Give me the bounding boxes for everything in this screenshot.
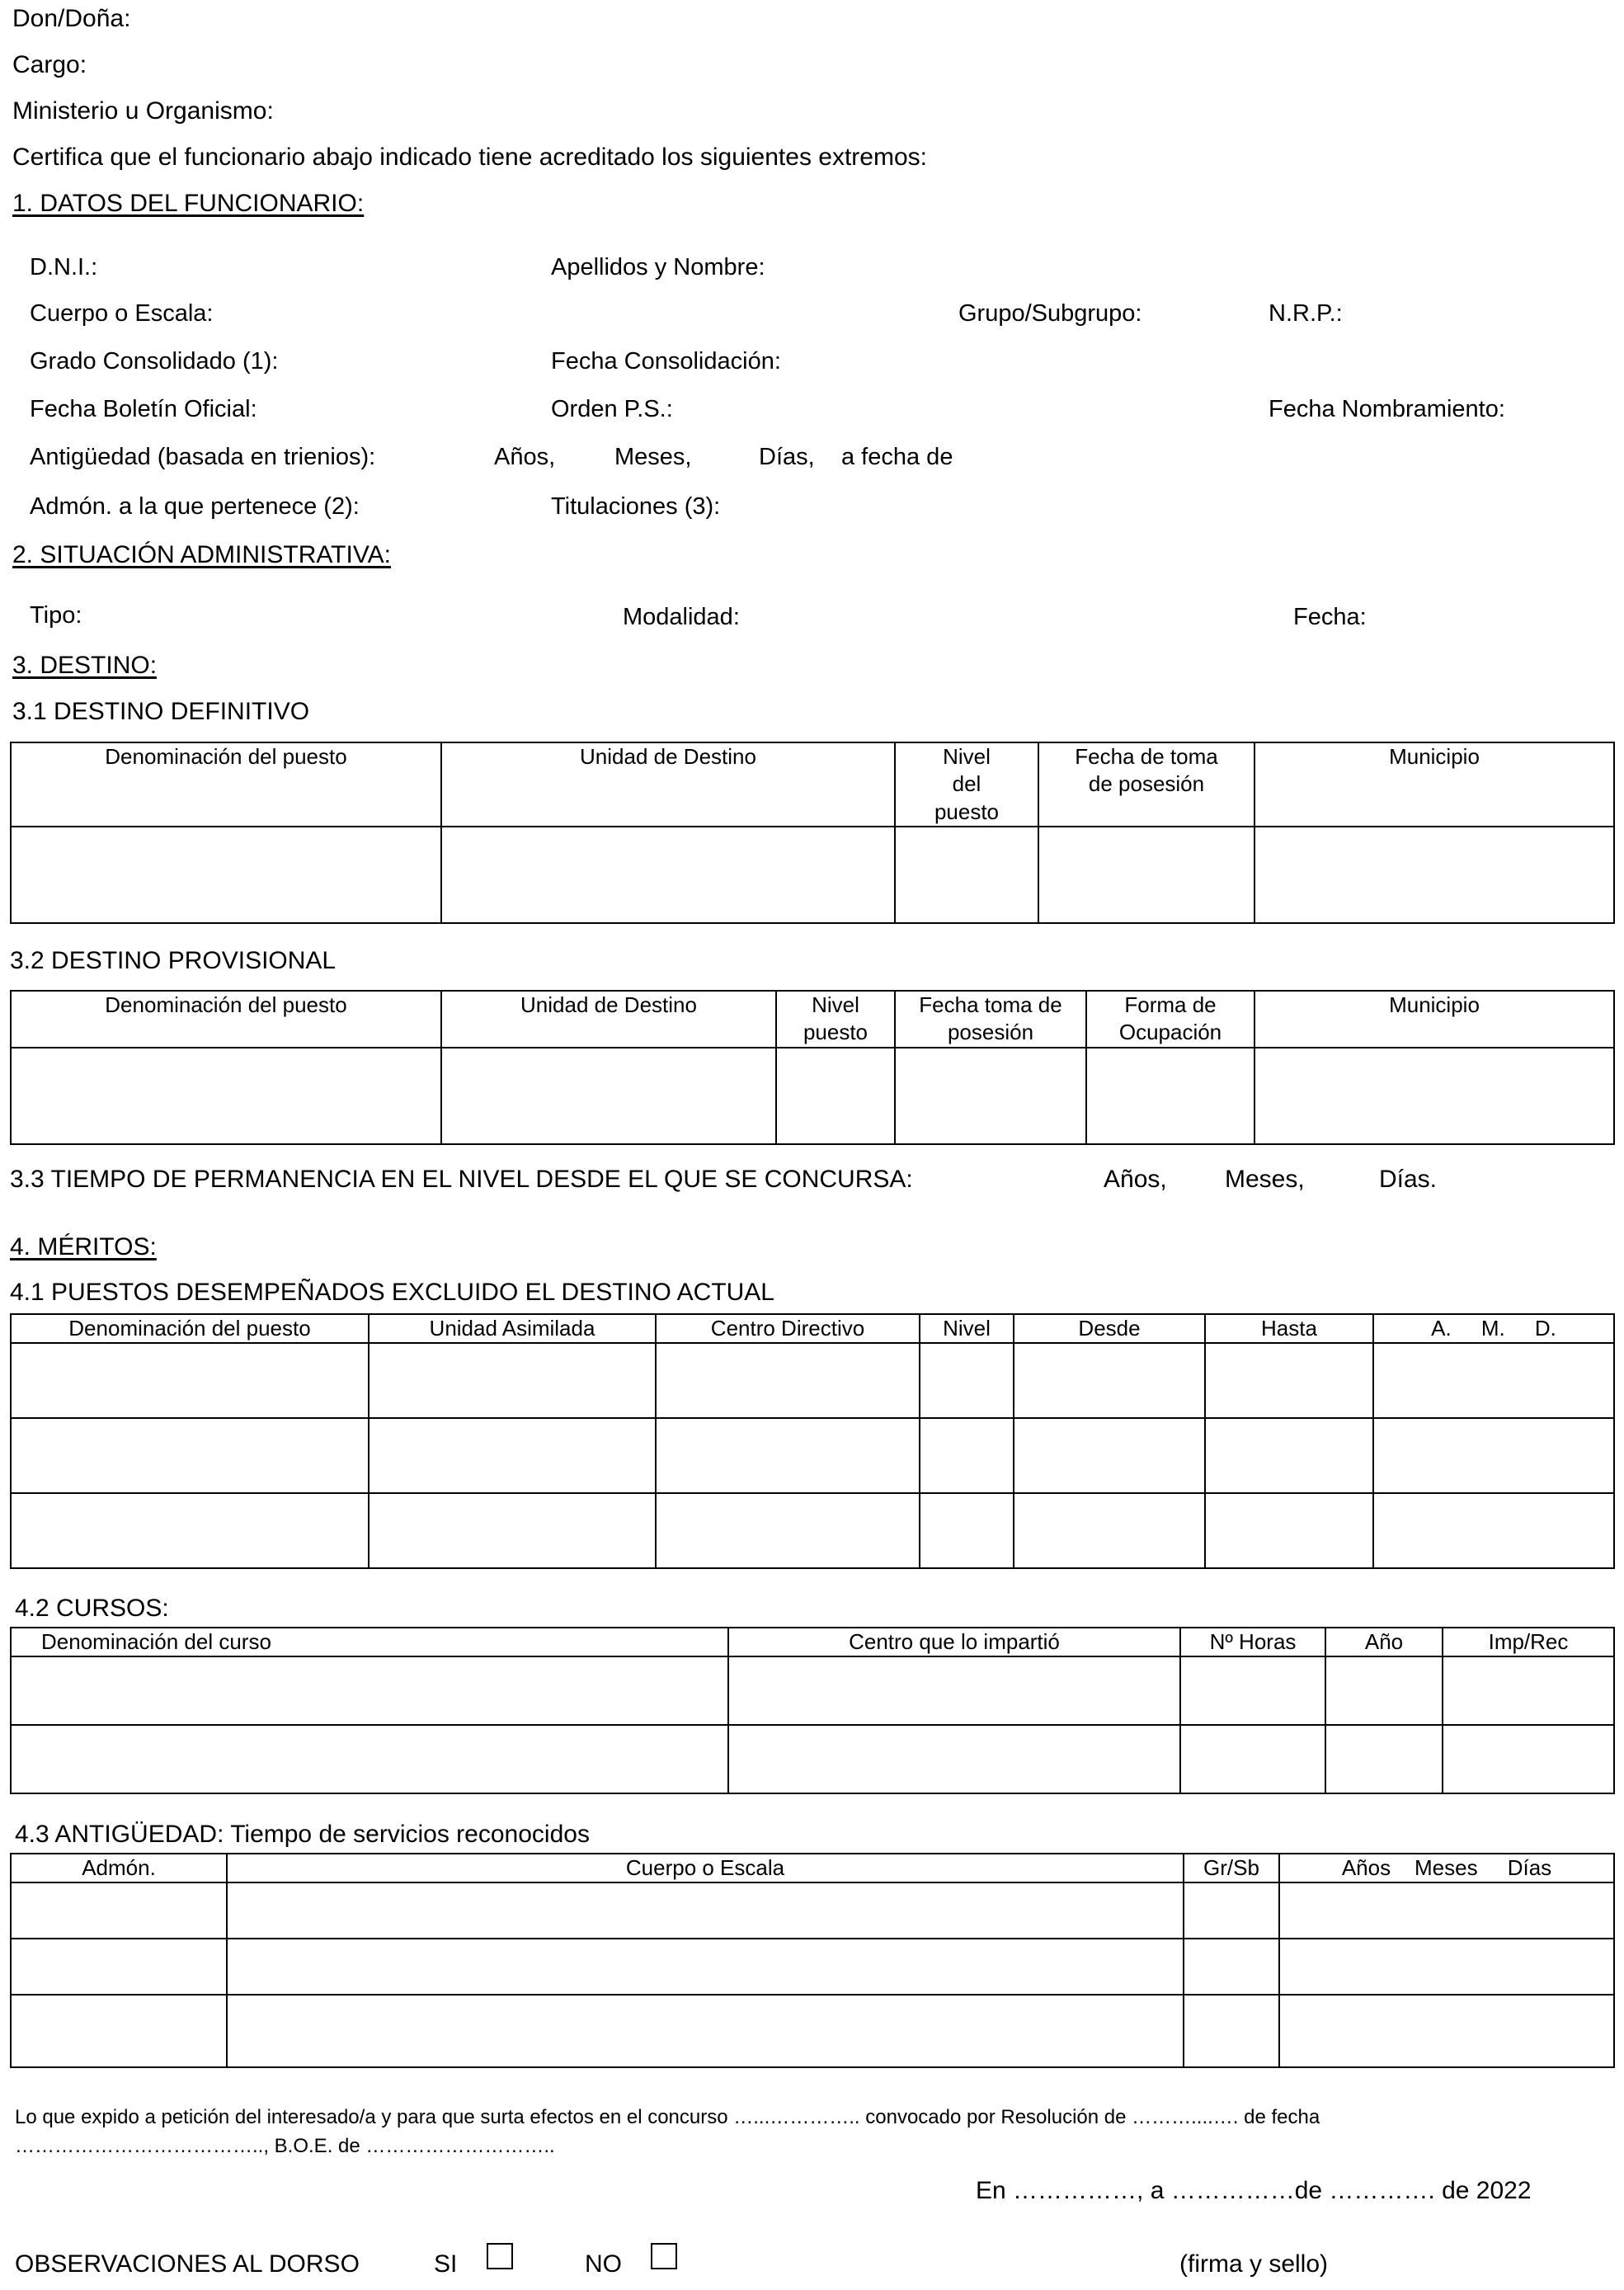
destino-definitivo-title: 3.1 DESTINO DEFINITIVO [12,698,310,725]
table-cell[interactable] [1254,827,1614,923]
fecha-nombramiento-label: Fecha Nombramiento: [1269,396,1505,422]
column-header: Cuerpo o Escala [227,1854,1184,1882]
table-cell[interactable] [1180,1725,1325,1793]
expedicion-text-line-2: ……………………………….., B.O.E. de ……………………….. [15,2135,555,2157]
antiguedad-meses-label: Meses, [614,444,692,470]
table-cell[interactable] [1373,1493,1614,1568]
table-cell[interactable] [728,1725,1180,1793]
table-row [11,1418,1614,1493]
table-cell[interactable] [11,1939,227,1995]
table-row [11,1493,1614,1568]
table-cell[interactable] [1279,1882,1614,1939]
fecha-consolidacion-label: Fecha Consolidación: [551,348,781,375]
tiempo-anos-label: Años, [1104,1166,1167,1193]
table-cell[interactable] [1184,1882,1279,1939]
cursos-table [10,1627,1615,1794]
table-cell[interactable] [1279,1939,1614,1995]
table-cell[interactable] [656,1418,920,1493]
table-row [11,1343,1614,1418]
column-header: Denominación del puesto [11,991,441,1048]
tiempo-dias-label: Días. [1379,1166,1438,1193]
cuerpo-label: Cuerpo o Escala: [30,300,214,327]
column-header: Denominación del curso [11,1628,728,1656]
table-cell[interactable] [11,1493,369,1568]
table-cell[interactable] [1205,1493,1373,1568]
table-row [11,1939,1614,1995]
table-cell[interactable] [920,1343,1014,1418]
table-cell[interactable] [1325,1725,1443,1793]
column-header: Años Meses Días [1279,1854,1614,1882]
column-header: Gr/Sb [1184,1854,1279,1882]
destino-provisional-table [10,990,1615,1145]
cargo-label: Cargo: [12,51,87,78]
table-cell[interactable] [1205,1343,1373,1418]
table-cell[interactable] [227,1882,1184,1939]
table-cell[interactable] [1014,1343,1205,1418]
column-header: Unidad de Destino [441,991,776,1048]
no-label: NO [585,2250,622,2278]
table-cell[interactable] [441,1048,776,1144]
grado-label: Grado Consolidado (1): [30,348,279,375]
table-cell[interactable] [895,1048,1086,1144]
antiguedad-anos-label: Años, [494,444,556,470]
table-cell[interactable] [227,1939,1184,1995]
dni-label: D.N.I.: [30,254,98,280]
column-header: Nº Horas [1180,1628,1325,1656]
table-cell[interactable] [895,827,1038,923]
table-cell[interactable] [227,1995,1184,2067]
puestos-desempenados-title: 4.1 PUESTOS DESEMPEÑADOS EXCLUIDO EL DESTINO ACTUAL [10,1279,774,1306]
table-cell[interactable] [369,1343,656,1418]
column-header: Forma de Ocupación [1086,991,1254,1048]
table-cell[interactable] [1014,1418,1205,1493]
don-dona-label: Don/Doña: [12,5,131,32]
column-header: Denominación del puesto [11,742,441,827]
table-cell[interactable] [1184,1939,1279,1995]
observaciones-label: OBSERVACIONES AL DORSO [15,2250,360,2278]
column-header: Hasta [1205,1314,1373,1343]
table-row [11,1995,1614,2067]
column-header: Fecha toma de posesión [895,991,1086,1048]
table-cell[interactable] [1014,1493,1205,1568]
antiguedad-label: Antigüedad (basada en trienios): [30,444,376,470]
antiguedad-servicios-title: 4.3 ANTIGÜEDAD: Tiempo de servicios reconocidos [15,1821,590,1848]
table-cell[interactable] [441,827,895,923]
table-cell[interactable] [11,1418,369,1493]
antiguedad-dias-label: Días, [759,444,815,470]
column-header: Unidad de Destino [441,742,895,827]
table-cell[interactable] [1184,1995,1279,2067]
table-cell[interactable] [1180,1656,1325,1725]
section-2-title: 2. SITUACIÓN ADMINISTRATIVA: [12,541,391,568]
column-header: Año [1325,1628,1443,1656]
ministerio-label: Ministerio u Organismo: [12,97,274,125]
table-cell[interactable] [1254,1048,1614,1144]
nrp-label: N.R.P.: [1269,300,1343,327]
table-cell[interactable] [1443,1725,1614,1793]
table-cell[interactable] [11,1725,728,1793]
table-cell[interactable] [656,1493,920,1568]
modalidad-label: Modalidad: [623,604,740,630]
table-row [11,1725,1614,1793]
table-cell[interactable] [11,827,441,923]
titulaciones-label: Titulaciones (3): [551,493,721,520]
tipo-label: Tipo: [30,602,82,629]
certifica-text: Certifica que el funcionario abajo indicado tiene acreditado los siguientes extremos: [12,144,927,171]
table-cell[interactable] [920,1493,1014,1568]
antiguedad-servicios-table [10,1853,1615,2068]
table-cell[interactable] [369,1493,656,1568]
table-header-row [11,1628,1614,1656]
destino-definitivo-table [10,742,1615,924]
orden-ps-label: Orden P.S.: [551,396,673,422]
column-header: Centro que lo impartió [728,1628,1180,1656]
column-header: A. M. D. [1373,1314,1614,1343]
table-cell[interactable] [1373,1418,1614,1493]
firma-sello-label: (firma y sello) [1179,2250,1329,2278]
section-4-title: 4. MÉRITOS: [10,1233,157,1260]
table-header-row [11,742,1614,827]
no-checkbox[interactable] [651,2243,677,2269]
puestos-desempenados-table [10,1313,1615,1569]
column-header: Municipio [1254,742,1614,827]
column-header: Imp/Rec [1443,1628,1614,1656]
table-cell[interactable] [728,1656,1180,1725]
section-3-title: 3. DESTINO: [12,652,158,679]
table-cell[interactable] [1086,1048,1254,1144]
admon-pertenece-label: Admón. a la que pertenece (2): [30,493,360,520]
expedicion-text-line-1: Lo que expido a petición del interesado/a y para que surta efectos en el concurso …...………….. convocado por Resolución de ………....…. de fecha [15,2106,1320,2128]
table-row [11,1048,1614,1144]
a-fecha-de-label: a fecha de [841,444,953,470]
table-cell[interactable] [11,1995,227,2067]
column-header: Fecha de toma de posesión [1038,742,1254,827]
table-header-row [11,991,1614,1048]
table-cell[interactable] [1373,1343,1614,1418]
table-cell[interactable] [11,1656,728,1725]
table-cell[interactable] [656,1343,920,1418]
column-header: Unidad Asimilada [369,1314,656,1343]
table-cell[interactable] [11,1343,369,1418]
cursos-title: 4.2 CURSOS: [15,1595,169,1622]
grupo-label: Grupo/Subgrupo: [958,300,1142,327]
tiempo-permanencia-label: 3.3 TIEMPO DE PERMANENCIA EN EL NIVEL DESDE EL QUE SE CONCURSA: [10,1166,913,1193]
column-header: Desde [1014,1314,1205,1343]
section-1-title: 1. DATOS DEL FUNCIONARIO: [12,190,365,217]
table-cell[interactable] [1443,1656,1614,1725]
table-cell[interactable] [11,1882,227,1939]
table-row [11,1656,1614,1725]
column-header: Centro Directivo [656,1314,920,1343]
table-cell[interactable] [1038,827,1254,923]
table-cell[interactable] [920,1418,1014,1493]
table-row [11,1882,1614,1939]
fecha-boletin-label: Fecha Boletín Oficial: [30,396,257,422]
si-label: SI [434,2250,458,2278]
destino-provisional-title: 3.2 DESTINO PROVISIONAL [10,947,337,974]
column-header: Denominación del puesto [11,1314,369,1343]
si-checkbox[interactable] [487,2243,513,2269]
table-cell[interactable] [369,1418,656,1493]
apellidos-label: Apellidos y Nombre: [551,254,765,280]
table-cell[interactable] [11,1048,441,1144]
table-header-row [11,1314,1614,1343]
column-header: Municipio [1254,991,1614,1048]
column-header: Nivel del puesto [895,742,1038,827]
table-header-row [11,1854,1614,1882]
column-header: Nivel [920,1314,1014,1343]
table-cell[interactable] [1325,1656,1443,1725]
tiempo-meses-label: Meses, [1225,1166,1305,1193]
fecha-lugar-line: En ……………, a ……………de …………. de 2022 [976,2177,1532,2204]
column-header: Admón. [11,1854,227,1882]
table-cell[interactable] [1279,1995,1614,2067]
table-row [11,827,1614,923]
column-header: Nivel puesto [776,991,895,1048]
table-cell[interactable] [776,1048,895,1144]
fecha-situacion-label: Fecha: [1293,604,1367,630]
table-cell[interactable] [1205,1418,1373,1493]
